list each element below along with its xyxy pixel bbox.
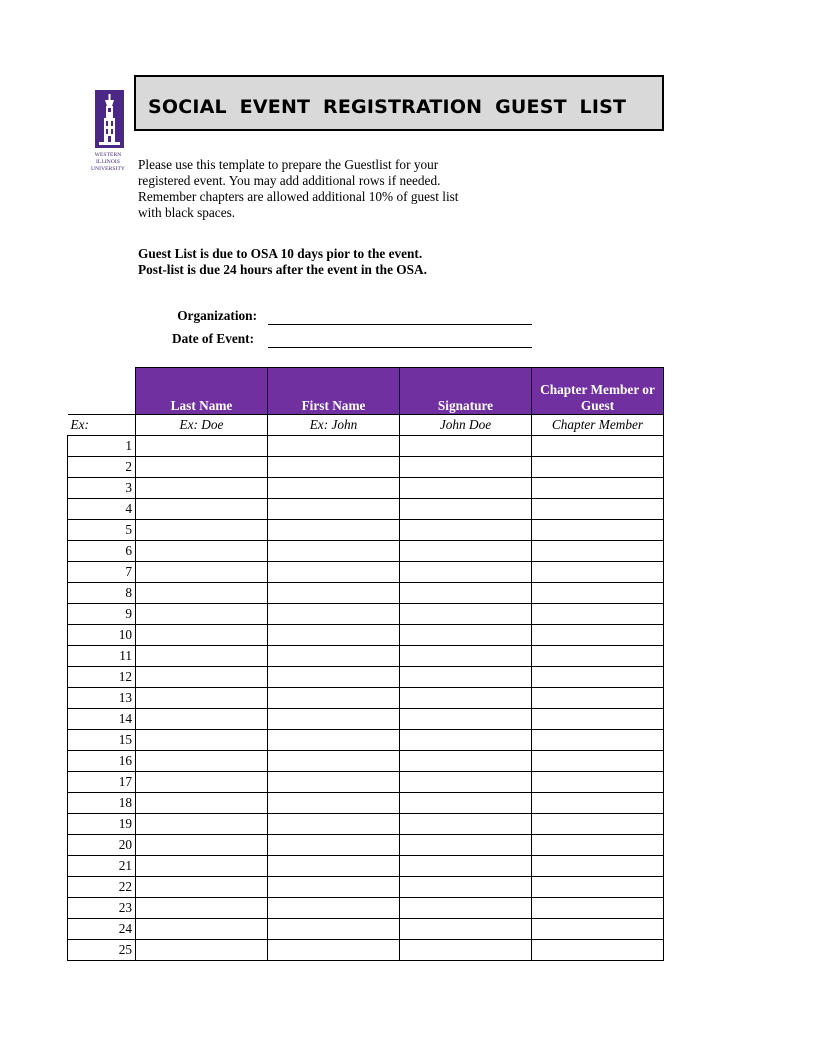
chapter-member-or-guest-cell[interactable] — [532, 835, 664, 856]
signature-cell[interactable] — [400, 730, 532, 751]
table-row — [68, 583, 664, 604]
signature-cell[interactable] — [400, 751, 532, 772]
signature-cell[interactable] — [400, 436, 532, 457]
last-name-cell[interactable] — [136, 877, 268, 898]
table-row — [68, 898, 664, 919]
first-name-cell[interactable] — [268, 499, 400, 520]
row-number: 16 — [68, 751, 136, 772]
chapter-member-or-guest-cell[interactable] — [532, 772, 664, 793]
row-number: 7 — [68, 562, 136, 583]
row-number: 8 — [68, 583, 136, 604]
signature-cell[interactable] — [400, 688, 532, 709]
instruction-line: Please use this template to prepare the Guestlist for your — [138, 157, 439, 172]
organization-label: Organization: — [177, 308, 257, 323]
first-name-cell[interactable] — [268, 919, 400, 940]
row-number: 5 — [68, 520, 136, 541]
last-name-cell[interactable] — [136, 835, 268, 856]
university-logo — [87, 90, 129, 185]
table-row — [68, 835, 664, 856]
first-name-cell[interactable] — [268, 772, 400, 793]
row-number: 3 — [68, 478, 136, 499]
chapter-member-or-guest-cell[interactable] — [532, 667, 664, 688]
example-last-name: Ex: Doe — [136, 415, 268, 436]
table-row — [68, 730, 664, 751]
signature-cell[interactable] — [400, 541, 532, 562]
table-row — [68, 688, 664, 709]
chapter-member-or-guest-cell[interactable] — [532, 730, 664, 751]
row-number: 18 — [68, 793, 136, 814]
signature-cell[interactable] — [400, 583, 532, 604]
signature-cell[interactable] — [400, 919, 532, 940]
first-name-cell[interactable] — [268, 793, 400, 814]
row-number: 4 — [68, 499, 136, 520]
last-name-cell[interactable] — [136, 709, 268, 730]
chapter-member-or-guest-cell[interactable] — [532, 646, 664, 667]
first-name-cell[interactable] — [268, 688, 400, 709]
page-title: SOCIAL EVENT REGISTRATION GUEST LIST — [148, 96, 627, 118]
last-name-cell[interactable] — [136, 940, 268, 961]
due-note: Post-list is due 24 hours after the event in the OSA. — [138, 262, 427, 277]
row-number: 10 — [68, 625, 136, 646]
signature-cell[interactable] — [400, 898, 532, 919]
chapter-member-or-guest-cell[interactable] — [532, 940, 664, 961]
example-first-name: Ex: John — [268, 415, 400, 436]
first-name-cell[interactable] — [268, 877, 400, 898]
row-number: 15 — [68, 730, 136, 751]
table-row — [68, 877, 664, 898]
table-header-row — [68, 368, 664, 415]
row-number: 6 — [68, 541, 136, 562]
header-signature: Signature — [400, 368, 532, 415]
chapter-member-or-guest-cell[interactable] — [532, 877, 664, 898]
first-name-cell[interactable] — [268, 751, 400, 772]
first-name-cell[interactable] — [268, 856, 400, 877]
date-of-event-field[interactable] — [268, 346, 532, 348]
first-name-cell[interactable] — [268, 562, 400, 583]
instructions — [138, 157, 518, 221]
table-row — [68, 793, 664, 814]
instruction-line: with black spaces. — [138, 205, 236, 220]
table-row — [68, 772, 664, 793]
last-name-cell[interactable] — [136, 478, 268, 499]
table-row — [68, 436, 664, 457]
table-row — [68, 499, 664, 520]
first-name-cell[interactable] — [268, 898, 400, 919]
signature-cell[interactable] — [400, 856, 532, 877]
chapter-member-or-guest-cell[interactable] — [532, 751, 664, 772]
signature-cell[interactable] — [400, 457, 532, 478]
header-first-name: First Name — [268, 368, 400, 415]
chapter-member-or-guest-cell[interactable] — [532, 541, 664, 562]
row-number: 25 — [68, 940, 136, 961]
table-row — [68, 709, 664, 730]
last-name-cell[interactable] — [136, 856, 268, 877]
table-row — [68, 646, 664, 667]
last-name-cell[interactable] — [136, 667, 268, 688]
last-name-cell[interactable] — [136, 520, 268, 541]
first-name-cell[interactable] — [268, 709, 400, 730]
header-chapter-member-or-guest: Chapter Member or Guest — [532, 368, 664, 415]
first-name-cell[interactable] — [268, 520, 400, 541]
chapter-member-or-guest-cell[interactable] — [532, 562, 664, 583]
table-row — [68, 625, 664, 646]
table-row — [68, 562, 664, 583]
chapter-member-or-guest-cell[interactable] — [532, 478, 664, 499]
row-number: 17 — [68, 772, 136, 793]
table-row — [68, 541, 664, 562]
row-number: 9 — [68, 604, 136, 625]
table-row — [68, 919, 664, 940]
chapter-member-or-guest-cell[interactable] — [532, 583, 664, 604]
signature-cell[interactable] — [400, 940, 532, 961]
chapter-member-or-guest-cell[interactable] — [532, 436, 664, 457]
chapter-member-or-guest-cell[interactable] — [532, 499, 664, 520]
chapter-member-or-guest-cell[interactable] — [532, 688, 664, 709]
row-number: 23 — [68, 898, 136, 919]
first-name-cell[interactable] — [268, 583, 400, 604]
last-name-cell[interactable] — [136, 457, 268, 478]
row-number: 1 — [68, 436, 136, 457]
signature-cell[interactable] — [400, 877, 532, 898]
row-number: 14 — [68, 709, 136, 730]
row-number: 11 — [68, 646, 136, 667]
table-row — [68, 457, 664, 478]
signature-cell[interactable] — [400, 709, 532, 730]
table-row — [68, 856, 664, 877]
last-name-cell[interactable] — [136, 730, 268, 751]
first-name-cell[interactable] — [268, 940, 400, 961]
table-row — [68, 940, 664, 961]
row-number: 21 — [68, 856, 136, 877]
instruction-line: Remember chapters are allowed additional 10% of guest list — [138, 189, 459, 204]
signature-cell[interactable] — [400, 814, 532, 835]
first-name-cell[interactable] — [268, 541, 400, 562]
table-row — [68, 667, 664, 688]
signature-cell[interactable] — [400, 562, 532, 583]
table-row — [68, 814, 664, 835]
last-name-cell[interactable] — [136, 751, 268, 772]
row-number: 20 — [68, 835, 136, 856]
chapter-member-or-guest-cell[interactable] — [532, 898, 664, 919]
signature-cell[interactable] — [400, 835, 532, 856]
first-name-cell[interactable] — [268, 814, 400, 835]
example-row — [68, 415, 664, 436]
first-name-cell[interactable] — [268, 478, 400, 499]
last-name-cell[interactable] — [136, 919, 268, 940]
due-notes — [138, 246, 427, 278]
first-name-cell[interactable] — [268, 730, 400, 751]
last-name-cell[interactable] — [136, 688, 268, 709]
row-number: 13 — [68, 688, 136, 709]
date-of-event-label: Date of Event: — [172, 331, 254, 346]
first-name-cell[interactable] — [268, 667, 400, 688]
chapter-member-or-guest-cell[interactable] — [532, 520, 664, 541]
chapter-member-or-guest-cell[interactable] — [532, 919, 664, 940]
last-name-cell[interactable] — [136, 562, 268, 583]
table-row — [68, 604, 664, 625]
header-blank — [68, 368, 136, 415]
first-name-cell[interactable] — [268, 646, 400, 667]
organization-field[interactable] — [268, 323, 532, 325]
table-row — [68, 478, 664, 499]
title-box — [134, 75, 664, 131]
logo-wordmark: WESTERN ILLINOIS UNIVERSITY — [91, 152, 125, 172]
signature-cell[interactable] — [400, 667, 532, 688]
example-label: Ex: — [68, 415, 136, 436]
chapter-member-or-guest-cell[interactable] — [532, 856, 664, 877]
last-name-cell[interactable] — [136, 814, 268, 835]
last-name-cell[interactable] — [136, 499, 268, 520]
first-name-cell[interactable] — [268, 835, 400, 856]
chapter-member-or-guest-cell[interactable] — [532, 604, 664, 625]
signature-cell[interactable] — [400, 520, 532, 541]
signature-cell[interactable] — [400, 793, 532, 814]
signature-cell[interactable] — [400, 499, 532, 520]
example-chapter-member: Chapter Member — [532, 415, 664, 436]
signature-cell[interactable] — [400, 625, 532, 646]
first-name-cell[interactable] — [268, 604, 400, 625]
last-name-cell[interactable] — [136, 898, 268, 919]
last-name-cell[interactable] — [136, 646, 268, 667]
first-name-cell[interactable] — [268, 625, 400, 646]
table-row — [68, 520, 664, 541]
chapter-member-or-guest-cell[interactable] — [532, 709, 664, 730]
last-name-cell[interactable] — [136, 583, 268, 604]
last-name-cell[interactable] — [136, 772, 268, 793]
chapter-member-or-guest-cell[interactable] — [532, 457, 664, 478]
last-name-cell[interactable] — [136, 436, 268, 457]
signature-cell[interactable] — [400, 604, 532, 625]
due-note: Guest List is due to OSA 10 days pior to the event. — [138, 246, 423, 261]
header-last-name: Last Name — [136, 368, 268, 415]
wiu-tower-logo-icon — [95, 90, 124, 148]
row-number: 12 — [68, 667, 136, 688]
first-name-cell[interactable] — [268, 457, 400, 478]
chapter-member-or-guest-cell[interactable] — [532, 814, 664, 835]
row-number: 22 — [68, 877, 136, 898]
guest-list-table — [67, 367, 664, 961]
last-name-cell[interactable] — [136, 625, 268, 646]
signature-cell[interactable] — [400, 478, 532, 499]
example-signature: John Doe — [400, 415, 532, 436]
row-number: 19 — [68, 814, 136, 835]
signature-cell[interactable] — [400, 772, 532, 793]
row-number: 2 — [68, 457, 136, 478]
chapter-member-or-guest-cell[interactable] — [532, 793, 664, 814]
last-name-cell[interactable] — [136, 541, 268, 562]
signature-cell[interactable] — [400, 646, 532, 667]
instruction-line: registered event. You may add additional rows if needed. — [138, 173, 441, 188]
chapter-member-or-guest-cell[interactable] — [532, 625, 664, 646]
first-name-cell[interactable] — [268, 436, 400, 457]
table-row — [68, 751, 664, 772]
last-name-cell[interactable] — [136, 604, 268, 625]
row-number: 24 — [68, 919, 136, 940]
last-name-cell[interactable] — [136, 793, 268, 814]
